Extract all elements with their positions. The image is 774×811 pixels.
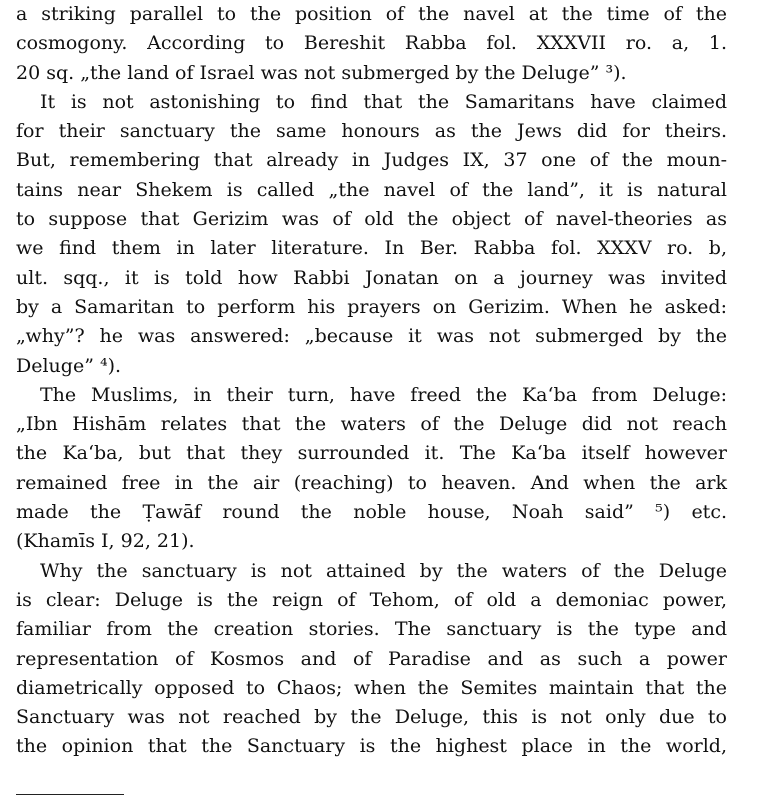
text-line: familiar from the creation stories. The sanctuary is the type and — [16, 618, 727, 641]
text-line: representation of Kosmos and of Paradise and as such a power — [16, 647, 727, 670]
text-line: (Khamīs I, 92, 21). — [16, 530, 195, 553]
text-line: remained free in the air (reaching) to heaven. And when the ark — [16, 471, 727, 494]
paragraph-2 — [16, 88, 727, 381]
footnote-separator-rule — [16, 794, 124, 795]
text-line: ult. sqq., it is told how Rabbi Jonatan on a journey was invited — [16, 266, 727, 289]
text-line: we find them in later literature. In Ber. Rabba fol. XXXV ro. b, — [16, 237, 727, 260]
text-line: the opinion that the Sanctuary is the highest place in the world, — [16, 735, 727, 758]
text-line: It is not astonishing to find that the Samaritans have claimed — [40, 90, 727, 113]
text-line: Deluge” ⁴). — [16, 354, 122, 377]
text-line: diametrically opposed to Chaos; when the Semites maintain that the — [16, 676, 727, 699]
text-line: by a Samaritan to perform his prayers on Gerizim. When he asked: — [16, 295, 727, 318]
text-line: Sanctuary was not reached by the Deluge, this is not only due to — [16, 706, 727, 729]
text-line: „why”? he was answered: „because it was not submerged by the — [16, 325, 727, 348]
text-line: The Muslims, in their turn, have freed the Ka‘ba from Deluge: — [40, 383, 727, 406]
text-line: the Ka‘ba, but that they surrounded it. The Ka‘ba itself however — [16, 442, 727, 465]
text-line: But, remembering that already in Judges IX, 37 one of the moun- — [16, 149, 727, 172]
text-line: to suppose that Gerizim was of old the object of navel-theories as — [16, 208, 727, 231]
text-line: a striking parallel to the position of the navel at the time of the — [16, 3, 727, 25]
text-line: 20 sq. „the land of Israel was not submerged by the Deluge” ³). — [16, 61, 627, 84]
page-body — [16, 0, 727, 762]
text-line: made the Ṭawāf round the noble house, Noah said” ⁵) etc. — [16, 501, 727, 524]
text-line: Why the sanctuary is not attained by the waters of the Deluge — [40, 559, 727, 582]
text-line: „Ibn Hishām relates that the waters of the Deluge did not reach — [16, 413, 727, 436]
paragraph-1 — [16, 0, 727, 88]
text-line: for their sanctuary the same honours as the Jews did for theirs. — [16, 120, 727, 143]
paragraph-3 — [16, 381, 727, 557]
text-line: cosmogony. According to Bereshit Rabba fol. XXXVII ro. a, 1. — [16, 32, 727, 55]
text-line: is clear: Deluge is the reign of Tehom, of old a demoniac power, — [16, 588, 727, 611]
paragraph-4 — [16, 557, 727, 762]
text-line: tains near Shekem is called „the navel of the land”, it is natural — [16, 178, 727, 201]
